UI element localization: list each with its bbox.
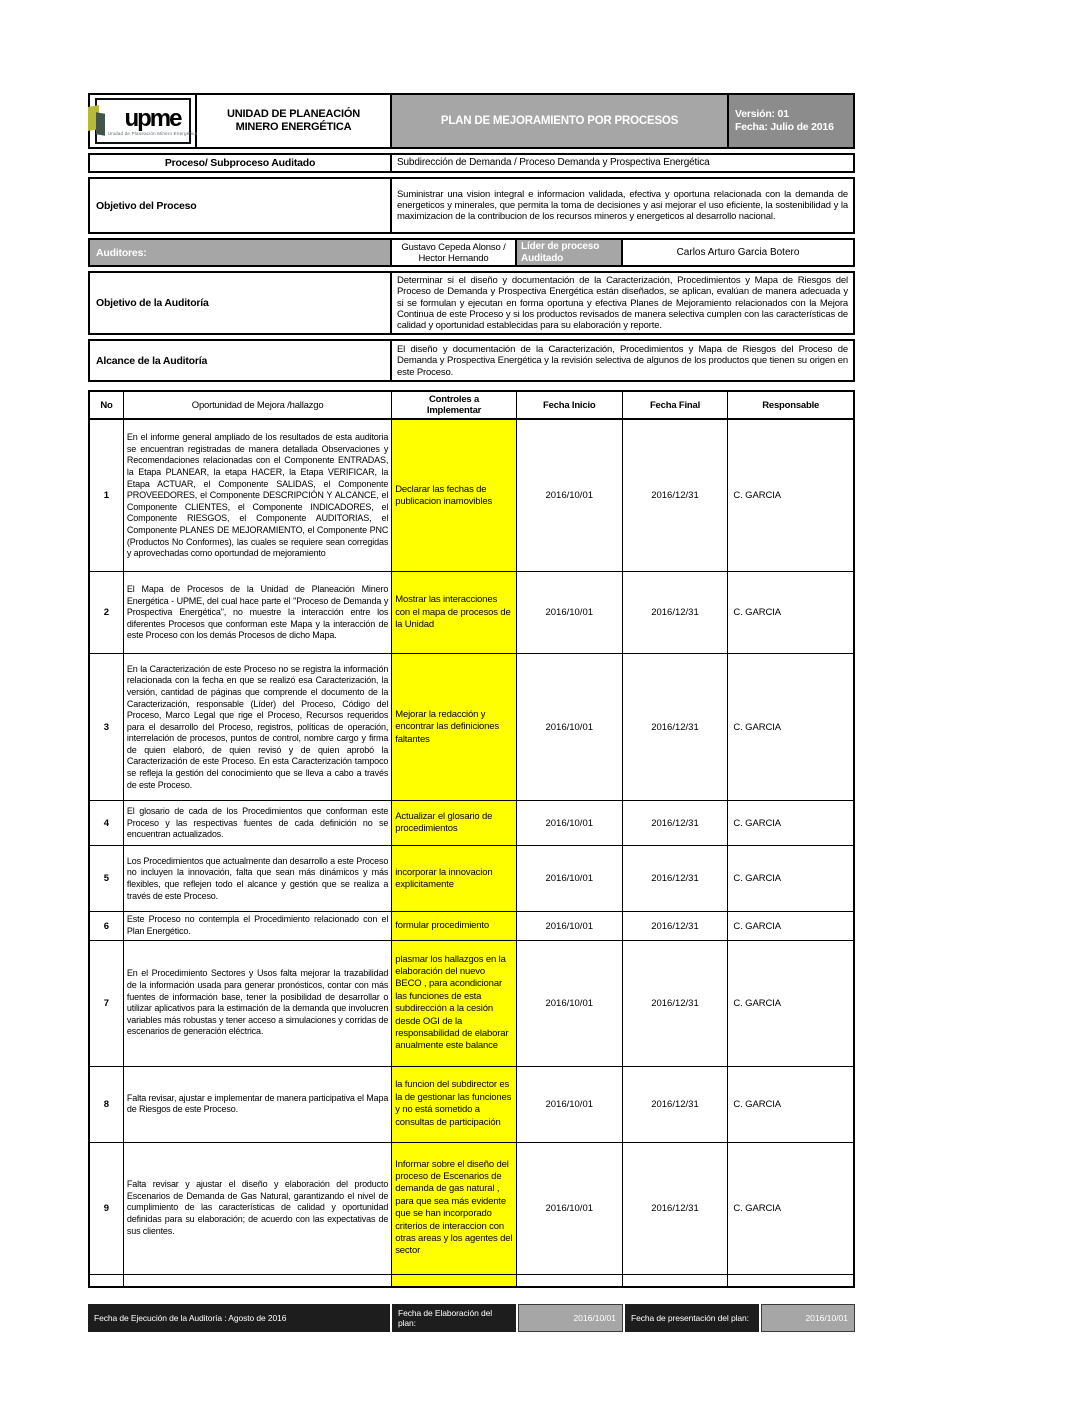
fecha-presentacion-label: Fecha de presentación del plan: bbox=[625, 1304, 759, 1332]
proceso-label: Proceso/ Subproceso Auditado bbox=[90, 155, 392, 171]
row-number: 6 bbox=[103, 920, 110, 932]
audit-plan-document bbox=[88, 93, 855, 1332]
row-number: 8 bbox=[103, 1098, 110, 1110]
row-number: 5 bbox=[103, 873, 110, 885]
logo-cell bbox=[90, 95, 197, 147]
logo-shape-dark bbox=[96, 112, 105, 136]
lider-proceso-label: Líder de proceso Auditado bbox=[517, 240, 623, 265]
control-cell: Mejorar la redacción y encontrar las definiciones faltantes bbox=[391, 654, 516, 800]
fecha-final-cell: 2016/12/31 bbox=[622, 941, 728, 1066]
hallazgo-cell bbox=[123, 1067, 391, 1142]
responsable-cell bbox=[727, 1275, 853, 1286]
fecha-inicio-cell: 2016/10/01 bbox=[516, 846, 622, 911]
control-cell: plasmar los hallazgos en la elaboración del nuevo BECO , para acondicionar las funciones de esta subdirección a la cesión desde OGI de la responsabilidad de elaborar anualmente este balance bbox=[391, 941, 516, 1066]
auditores-row bbox=[88, 238, 855, 267]
alcance-value bbox=[392, 341, 853, 380]
fecha-inicio-cell: 2016/10/01 bbox=[516, 420, 622, 571]
hallazgo-text: Este Proceso no contempla el Procedimiento relacionado con el Plan Energético. bbox=[126, 914, 389, 937]
control-cell: formular procedimiento bbox=[391, 912, 516, 939]
table-row bbox=[90, 845, 853, 911]
row-number: 2 bbox=[103, 607, 110, 619]
fecha-inicio-cell bbox=[516, 1275, 622, 1286]
fecha-final-cell: 2016/12/31 bbox=[622, 420, 728, 571]
hallazgo-cell bbox=[123, 846, 391, 911]
fecha-elaboracion-label: Fecha de Elaboración del plan: bbox=[392, 1304, 516, 1332]
version-label: Versión: 01 bbox=[735, 108, 789, 120]
responsable-cell: C. GARCIA bbox=[727, 846, 853, 911]
table-row bbox=[90, 419, 853, 571]
objetivo-proceso-row bbox=[88, 177, 855, 234]
fecha-final-cell: 2016/12/31 bbox=[622, 654, 728, 800]
fecha-presentacion-value: 2016/10/01 bbox=[761, 1304, 855, 1332]
responsable-cell: C. GARCIA bbox=[727, 801, 853, 845]
hallazgo-cell bbox=[123, 801, 391, 845]
objetivo-proceso-label: Objetivo del Proceso bbox=[90, 179, 392, 232]
table-row bbox=[90, 1142, 853, 1274]
row-number: 9 bbox=[103, 1202, 110, 1214]
control-cell: Actualizar el glosario de procedimientos bbox=[391, 801, 516, 845]
responsable-cell: C. GARCIA bbox=[727, 912, 853, 939]
fecha-ejecucion: Fecha de Ejecución de la Auditoría : Agosto de 2016 bbox=[88, 1304, 390, 1332]
control-cell: Informar sobre el diseño del proceso de Escenarios de demanda de gas natural , para que sea más evidente que se han incorporado criterios de interaccion con otras areas y los agentes del sector bbox=[391, 1143, 516, 1274]
control-cell: incorporar la innovacion explicitamente bbox=[391, 846, 516, 911]
upme-logo-tagline: Unidad de Planeación Minero Energética bbox=[107, 130, 198, 136]
document-header bbox=[88, 93, 855, 149]
fecha-final-cell: 2016/12/31 bbox=[622, 1143, 728, 1274]
row-number: 4 bbox=[103, 817, 110, 829]
row-number bbox=[90, 1275, 123, 1286]
responsable-cell: C. GARCIA bbox=[727, 1067, 853, 1142]
fecha-final-cell: 2016/12/31 bbox=[622, 846, 728, 911]
control-cell: Declarar las fechas de publicacion inamovibles bbox=[391, 420, 516, 571]
objetivo-proceso-value bbox=[392, 179, 853, 232]
table-row bbox=[90, 653, 853, 800]
fecha-final-cell: 2016/12/31 bbox=[622, 801, 728, 845]
hallazgo-cell bbox=[123, 941, 391, 1066]
fecha-inicio-cell: 2016/10/01 bbox=[516, 1067, 622, 1142]
upme-logo-word: upme bbox=[124, 104, 181, 132]
hallazgo-cell bbox=[123, 572, 391, 653]
hallazgo-cell bbox=[123, 912, 391, 939]
objetivo-auditoria-text: Determinar si el diseño y documentación de la Caracterización, Procedimientos y Mapa de Riesgos del Proceso de Demanda y Prospectiva Energética están diseñados, se aplican, evalúan de manera adecuada y si se formulan y ejecutan en forma oportuna y efectiva Planes de Mejoramiento relacionados con la Mejora Continua de este Proceso y si los productos revisados de manera selectiva cumplen con las características de calidad y oportunidad establecidas para su elaboración y reporte. bbox=[397, 275, 848, 332]
fecha-inicio-cell: 2016/10/01 bbox=[516, 941, 622, 1066]
fecha-inicio-cell: 2016/10/01 bbox=[516, 1143, 622, 1274]
alcance-label: Alcance de la Auditoría bbox=[90, 341, 392, 380]
hallazgo-text: En la Caracterización de este Proceso no se registra la información relacionada con la fecha en que se realizó esa Caracterización, la versión, cantidad de páginas que comprende el documento de la Caracterización, responsable (Líder) del Proceso, Código del Proceso, Marco Legal que rige el Proceso, Recursos requeridos para el desarrollo del Proceso, registros, políticas de operación, interrelación de procesos, puntos de control, nombre cargo y firma de quien elaboró, de quien revisó y de quien aprobó la Caracterización de este Proceso. En esta Caracterización tampoco se refleja la gestión del conocimiento que se lleva a cabo a través de este Proceso. bbox=[126, 663, 389, 790]
hallazgo-text: En el informe general ampliado de los resultados de esta auditoria se encuentran registradas de manera detallada Observaciones y Recomendaciones relacionadas con el Componente ENTRADAS, la Etapa PLANEAR, la etapa HACER, la Etapa VERIFICAR, la Etapa ACTUAR, el Componente SALIDAS, el Componente PROVEEDORES, el Componente DESCRIPCIÓN Y ALCANCE, el Componente CLIENTES, el Componente INDICADORES, el Componente RIESGOS, el Componente AUDITORIAS, el Componente PLANES DE MEJORAMIENTO, el Componente PNC (Productos No Conformes), las cuales se requiere sean corregidas y aprovechadas como oportundad de mejoramiento bbox=[126, 432, 389, 559]
responsable-cell: C. GARCIA bbox=[727, 1143, 853, 1274]
alcance-row bbox=[88, 339, 855, 382]
hallazgo-text: El Mapa de Procesos de la Unidad de Planeación Minero Energética - UPME, del cual hace parte el "Proceso de Demanda y Prospectiva Energética", no muestre la interacción entre los diferentes Procesos que conforman este Mapa y la interacción de este Proceso con los demás Procesos de dicho Mapa. bbox=[126, 584, 389, 641]
table-row bbox=[90, 1066, 853, 1142]
row-number: 1 bbox=[103, 490, 110, 502]
table-header-row bbox=[90, 392, 853, 419]
fecha-final-cell: 2016/12/31 bbox=[622, 1067, 728, 1142]
table-row bbox=[90, 571, 853, 653]
fecha-final-cell bbox=[622, 1275, 728, 1286]
responsable-cell: C. GARCIA bbox=[727, 654, 853, 800]
table-row bbox=[90, 911, 853, 939]
control-cell bbox=[391, 1275, 516, 1286]
control-cell: Mostrar las interacciones con el mapa de procesos de la Unidad bbox=[391, 572, 516, 653]
objetivo-auditoria-row bbox=[88, 271, 855, 335]
header-fecha-inicio: Fecha Inicio bbox=[516, 392, 622, 418]
auditores-label: Auditores: bbox=[90, 240, 392, 265]
responsable-cell: C. GARCIA bbox=[727, 572, 853, 653]
document-title: PLAN DE MEJORAMIENTO POR PROCESOS bbox=[392, 95, 729, 147]
responsable-cell: C. GARCIA bbox=[727, 941, 853, 1066]
fecha-inicio-cell: 2016/10/01 bbox=[516, 801, 622, 845]
row-number: 7 bbox=[103, 997, 110, 1009]
fecha-final-cell: 2016/12/31 bbox=[622, 912, 728, 939]
fecha-inicio-cell: 2016/10/01 bbox=[516, 654, 622, 800]
objetivo-auditoria-label: Objetivo de la Auditoría bbox=[90, 273, 392, 333]
upme-logo bbox=[95, 98, 198, 144]
auditores-value: Gustavo Cepeda Alonso / Hector Hernando bbox=[392, 240, 517, 265]
improvement-plan-table bbox=[88, 390, 855, 1287]
org-name: UNIDAD DE PLANEACIÓN MINERO ENERGÉTICA bbox=[197, 95, 392, 147]
hallazgo-cell bbox=[123, 654, 391, 800]
table-row-empty bbox=[90, 1274, 853, 1286]
proceso-row bbox=[88, 153, 855, 173]
hallazgo-text: En el Procedimiento Sectores y Usos falta mejorar la trazabilidad de la información usada para generar pronósticos, contar con más fuentes de información base, tener la posibilidad de desarrollar o utilizar aplicativos para la estimación de la demanda que involucren variables más robustas y tener acceso a simulaciones y corridas de escenarios de generación eléctrica. bbox=[126, 968, 389, 1037]
version-box bbox=[729, 95, 853, 147]
table-row bbox=[90, 940, 853, 1066]
proceso-value: Subdirección de Demanda / Proceso Demanda y Prospectiva Energética bbox=[397, 157, 710, 169]
fecha-final-cell: 2016/12/31 bbox=[622, 572, 728, 653]
upme-logo-mark-icon bbox=[88, 104, 106, 138]
hallazgo-cell bbox=[123, 420, 391, 571]
header-hallazgo: Oportunidad de Mejora /hallazgo bbox=[123, 392, 391, 418]
fecha-inicio-cell: 2016/10/01 bbox=[516, 912, 622, 939]
objetivo-proceso-text: Suministrar una vision integral e informacion validada, efectiva y oportuna relacionada con la demanda de energeticos y minerales, que permita la toma de decisiones y asi mejorar el uso eficiente, la sostenibilidad y la maximizacion de la contribucion de los recursos mineros y energeticos al desarrollo nacional. bbox=[397, 188, 848, 223]
objetivo-auditoria-value bbox=[392, 273, 853, 333]
hallazgo-cell bbox=[123, 1143, 391, 1274]
hallazgo-cell bbox=[123, 1275, 391, 1286]
header-fecha-final: Fecha Final bbox=[622, 392, 728, 418]
control-cell: la funcion del subdirector es la de gestionar las funciones y no está sometido a consultas de participación bbox=[391, 1067, 516, 1142]
hallazgo-text: Los Procedimientos que actualmente dan desarrollo a este Proceso no incluyen la innovación, falta que sean más dinámicos y más flexibles, que reflejen todo el alcance y gestión que se realiza a través de este Proceso. bbox=[126, 855, 389, 901]
hallazgo-text: Falta revisar y ajustar el diseño y elaboración del producto Escenarios de Demanda de Gas Natural, garantizando el nivel de cumplimiento de las características de calidad y oportunidad definidas para su elaboración; de acuerdo con las expectativas de sus clientes. bbox=[126, 1179, 389, 1236]
header-controles: Controles a Implementar bbox=[391, 392, 516, 418]
hallazgo-text: Falta revisar, ajustar e implementar de manera participativa el Mapa de Riesgos de este Proceso. bbox=[126, 1092, 389, 1115]
logo-text-block bbox=[107, 104, 198, 136]
lider-proceso-value: Carlos Arturo Garcia Botero bbox=[676, 247, 800, 258]
fecha-elaboracion-value: 2016/10/01 bbox=[518, 1304, 623, 1332]
row-number: 3 bbox=[103, 721, 110, 733]
header-responsable: Responsable bbox=[727, 392, 853, 418]
responsable-cell: C. GARCIA bbox=[727, 420, 853, 571]
hallazgo-text: El glosario de cada de los Procedimientos que conforman este Proceso y las respectivas fuentes de cada definición no se encuentran actualizados. bbox=[126, 806, 389, 840]
table-row bbox=[90, 800, 853, 845]
date-label: Fecha: Julio de 2016 bbox=[735, 121, 834, 133]
header-no: No bbox=[90, 392, 123, 418]
fecha-inicio-cell: 2016/10/01 bbox=[516, 572, 622, 653]
document-footer bbox=[88, 1304, 855, 1332]
alcance-text: El diseño y documentación de la Caracterización, Procedimientos y Mapa de Riesgos del Proceso de Demanda y Prospectiva Energética y la revisión selectiva de algunos de los productos que tienen su origen en este Proceso. bbox=[397, 344, 848, 378]
